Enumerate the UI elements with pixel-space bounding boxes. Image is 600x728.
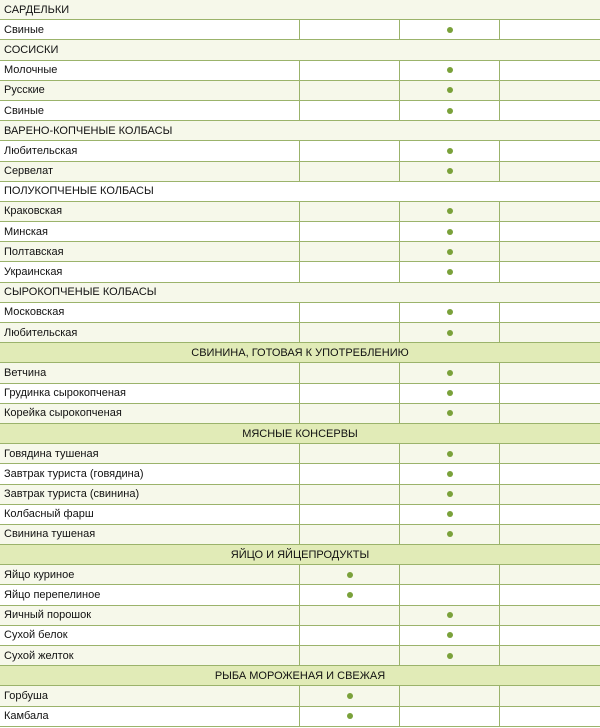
product-name-cell: Свинина тушеная xyxy=(0,525,300,544)
bullet-dot-icon xyxy=(447,269,453,275)
bullet-dot-icon xyxy=(347,713,353,719)
mark-cell-1 xyxy=(300,444,400,463)
mark-cell-3 xyxy=(500,303,600,322)
table-row xyxy=(0,585,600,605)
table-row xyxy=(0,363,600,383)
mark-cell-2 xyxy=(400,646,500,665)
bullet-dot-icon xyxy=(447,370,453,376)
table-row xyxy=(0,505,600,525)
category-row xyxy=(0,182,600,202)
bullet-dot-icon xyxy=(447,531,453,537)
mark-cell-3 xyxy=(500,464,600,483)
mark-cell-2 xyxy=(400,707,500,726)
product-name-cell: Камбала xyxy=(0,707,300,726)
mark-cell-2 xyxy=(400,222,500,241)
mark-cell-3 xyxy=(500,20,600,39)
mark-cell-2 xyxy=(400,162,500,181)
bullet-dot-icon xyxy=(447,451,453,457)
mark-cell-2 xyxy=(400,485,500,504)
table-row xyxy=(0,323,600,343)
category-row xyxy=(0,40,600,60)
mark-cell-2 xyxy=(400,606,500,625)
mark-cell-1 xyxy=(300,242,400,261)
bullet-dot-icon xyxy=(347,693,353,699)
bullet-dot-icon xyxy=(347,592,353,598)
mark-cell-1 xyxy=(300,363,400,382)
product-name-cell: Сервелат xyxy=(0,162,300,181)
mark-cell-2 xyxy=(400,444,500,463)
mark-cell-1 xyxy=(300,20,400,39)
table-row xyxy=(0,384,600,404)
bullet-dot-icon xyxy=(447,148,453,154)
table-row xyxy=(0,262,600,282)
section-header-label: РЫБА МОРОЖЕНАЯ И СВЕЖАЯ xyxy=(214,669,386,682)
product-name-cell: Московская xyxy=(0,303,300,322)
section-header-label: МЯСНЫЕ КОНСЕРВЫ xyxy=(242,427,358,440)
product-name-cell: Сухой белок xyxy=(0,626,300,645)
table-row xyxy=(0,81,600,101)
product-name-cell: Свиные xyxy=(0,20,300,39)
table-row xyxy=(0,444,600,464)
table-row xyxy=(0,485,600,505)
product-name-cell: Горбуша xyxy=(0,686,300,705)
product-name-cell: Корейка сырокопченая xyxy=(0,404,300,423)
table-row xyxy=(0,646,600,666)
mark-cell-1 xyxy=(300,61,400,80)
mark-cell-1 xyxy=(300,525,400,544)
table-row xyxy=(0,20,600,40)
mark-cell-3 xyxy=(500,141,600,160)
mark-cell-1 xyxy=(300,303,400,322)
bullet-dot-icon xyxy=(447,471,453,477)
mark-cell-1 xyxy=(300,565,400,584)
mark-cell-3 xyxy=(500,323,600,342)
category-row xyxy=(0,283,600,303)
table-row xyxy=(0,141,600,161)
mark-cell-1 xyxy=(300,505,400,524)
mark-cell-2 xyxy=(400,202,500,221)
bullet-dot-icon xyxy=(347,572,353,578)
table-row xyxy=(0,242,600,262)
bullet-dot-icon xyxy=(447,108,453,114)
product-name-cell: Любительская xyxy=(0,323,300,342)
mark-cell-1 xyxy=(300,626,400,645)
mark-cell-2 xyxy=(400,101,500,120)
mark-cell-2 xyxy=(400,20,500,39)
mark-cell-3 xyxy=(500,606,600,625)
mark-cell-1 xyxy=(300,141,400,160)
product-name-cell: Колбасный фарш xyxy=(0,505,300,524)
bullet-dot-icon xyxy=(447,27,453,33)
product-name-cell: Завтрак туриста (говядина) xyxy=(0,464,300,483)
mark-cell-3 xyxy=(500,101,600,120)
bullet-dot-icon xyxy=(447,87,453,93)
mark-cell-3 xyxy=(500,61,600,80)
mark-cell-3 xyxy=(500,162,600,181)
mark-cell-1 xyxy=(300,585,400,604)
mark-cell-2 xyxy=(400,323,500,342)
mark-cell-3 xyxy=(500,646,600,665)
mark-cell-2 xyxy=(400,686,500,705)
category-label: САРДЕЛЬКИ xyxy=(4,3,70,16)
mark-cell-1 xyxy=(300,686,400,705)
mark-cell-2 xyxy=(400,81,500,100)
mark-cell-1 xyxy=(300,606,400,625)
section-header-row xyxy=(0,343,600,363)
mark-cell-2 xyxy=(400,464,500,483)
product-name-cell: Сухой желток xyxy=(0,646,300,665)
mark-cell-3 xyxy=(500,686,600,705)
mark-cell-3 xyxy=(500,525,600,544)
product-name-cell: Любительская xyxy=(0,141,300,160)
mark-cell-3 xyxy=(500,384,600,403)
table-row xyxy=(0,202,600,222)
mark-cell-2 xyxy=(400,384,500,403)
mark-cell-2 xyxy=(400,525,500,544)
section-header-row xyxy=(0,666,600,686)
product-name-cell: Завтрак туриста (свинина) xyxy=(0,485,300,504)
mark-cell-2 xyxy=(400,363,500,382)
mark-cell-3 xyxy=(500,585,600,604)
table-row xyxy=(0,303,600,323)
product-name-cell: Ветчина xyxy=(0,363,300,382)
section-header-label: СВИНИНА, ГОТОВАЯ К УПОТРЕБЛЕНИЮ xyxy=(191,346,409,359)
mark-cell-2 xyxy=(400,565,500,584)
category-row xyxy=(0,121,600,141)
mark-cell-3 xyxy=(500,505,600,524)
mark-cell-2 xyxy=(400,242,500,261)
mark-cell-1 xyxy=(300,262,400,281)
mark-cell-1 xyxy=(300,464,400,483)
mark-cell-2 xyxy=(400,141,500,160)
product-name-cell: Яичный порошок xyxy=(0,606,300,625)
table-row xyxy=(0,606,600,626)
bullet-dot-icon xyxy=(447,410,453,416)
bullet-dot-icon xyxy=(447,168,453,174)
table-row xyxy=(0,404,600,424)
mark-cell-1 xyxy=(300,404,400,423)
mark-cell-2 xyxy=(400,404,500,423)
table-row xyxy=(0,707,600,727)
bullet-dot-icon xyxy=(447,309,453,315)
product-name-cell: Свиные xyxy=(0,101,300,120)
mark-cell-1 xyxy=(300,101,400,120)
bullet-dot-icon xyxy=(447,612,453,618)
table-row xyxy=(0,525,600,545)
table-row xyxy=(0,61,600,81)
section-header-row xyxy=(0,424,600,444)
mark-cell-2 xyxy=(400,262,500,281)
mark-cell-3 xyxy=(500,707,600,726)
mark-cell-3 xyxy=(500,626,600,645)
product-name-cell: Полтавская xyxy=(0,242,300,261)
table-row xyxy=(0,686,600,706)
table-row xyxy=(0,101,600,121)
mark-cell-3 xyxy=(500,222,600,241)
bullet-dot-icon xyxy=(447,390,453,396)
product-name-cell: Минская xyxy=(0,222,300,241)
table-row xyxy=(0,565,600,585)
bullet-dot-icon xyxy=(447,249,453,255)
bullet-dot-icon xyxy=(447,330,453,336)
table-row xyxy=(0,464,600,484)
mark-cell-2 xyxy=(400,585,500,604)
table-row xyxy=(0,626,600,646)
bullet-dot-icon xyxy=(447,229,453,235)
mark-cell-2 xyxy=(400,61,500,80)
bullet-dot-icon xyxy=(447,67,453,73)
mark-cell-3 xyxy=(500,81,600,100)
mark-cell-3 xyxy=(500,404,600,423)
mark-cell-3 xyxy=(500,262,600,281)
product-name-cell: Говядина тушеная xyxy=(0,444,300,463)
mark-cell-3 xyxy=(500,444,600,463)
mark-cell-1 xyxy=(300,707,400,726)
section-header-row xyxy=(0,545,600,565)
bullet-dot-icon xyxy=(447,653,453,659)
mark-cell-3 xyxy=(500,485,600,504)
mark-cell-1 xyxy=(300,485,400,504)
category-label: СЫРОКОПЧЕНЫЕ КОЛБАСЫ xyxy=(4,286,157,299)
product-name-cell: Русские xyxy=(0,81,300,100)
bullet-dot-icon xyxy=(447,632,453,638)
product-name-cell: Яйцо перепелиное xyxy=(0,585,300,604)
mark-cell-1 xyxy=(300,202,400,221)
category-label: СОСИСКИ xyxy=(4,43,59,56)
mark-cell-1 xyxy=(300,323,400,342)
mark-cell-1 xyxy=(300,384,400,403)
mark-cell-3 xyxy=(500,363,600,382)
table-row xyxy=(0,162,600,182)
mark-cell-1 xyxy=(300,81,400,100)
product-name-cell: Яйцо куриное xyxy=(0,565,300,584)
mark-cell-2 xyxy=(400,303,500,322)
product-name-cell: Краковская xyxy=(0,202,300,221)
product-name-cell: Грудинка сырокопченая xyxy=(0,384,300,403)
mark-cell-3 xyxy=(500,202,600,221)
bullet-dot-icon xyxy=(447,491,453,497)
product-name-cell: Украинская xyxy=(0,262,300,281)
category-label: ВАРЕНО-КОПЧЕНЫЕ КОЛБАСЫ xyxy=(4,124,173,137)
table-row xyxy=(0,222,600,242)
mark-cell-2 xyxy=(400,505,500,524)
mark-cell-3 xyxy=(500,242,600,261)
mark-cell-1 xyxy=(300,222,400,241)
bullet-dot-icon xyxy=(447,511,453,517)
category-label: ПОЛУКОПЧЕНЫЕ КОЛБАСЫ xyxy=(4,185,154,198)
bullet-dot-icon xyxy=(447,208,453,214)
product-name-cell: Молочные xyxy=(0,61,300,80)
section-header-label: ЯЙЦО И ЯЙЦЕПРОДУКТЫ xyxy=(230,548,370,561)
category-row xyxy=(0,0,600,20)
mark-cell-1 xyxy=(300,162,400,181)
mark-cell-3 xyxy=(500,565,600,584)
mark-cell-1 xyxy=(300,646,400,665)
mark-cell-2 xyxy=(400,626,500,645)
